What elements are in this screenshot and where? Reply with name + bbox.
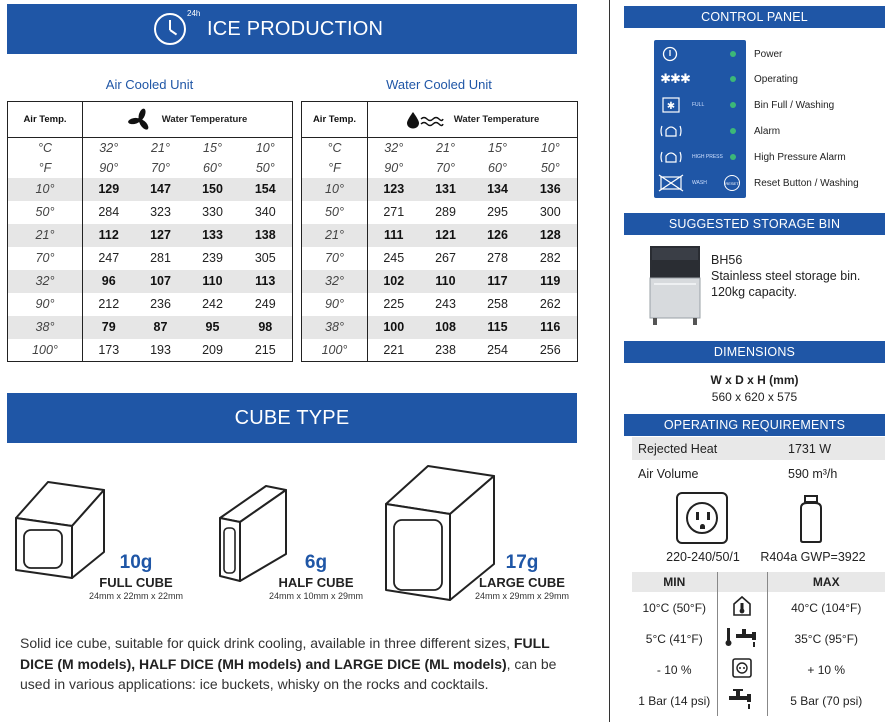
production-cell: 129 xyxy=(83,178,135,201)
production-cell: 108 xyxy=(420,316,472,339)
dimensions-title: DIMENSIONS xyxy=(713,345,796,359)
production-cell: 117 xyxy=(472,270,524,293)
fahrenheit-unit: °F xyxy=(8,158,83,178)
air-temp-label: 38° xyxy=(8,316,83,339)
high-pressure-icon xyxy=(654,147,692,167)
cube-dimensions: 24mm x 10mm x 29mm xyxy=(268,591,364,601)
cp-row-bin-full xyxy=(654,95,885,115)
op-key: Rejected Heat xyxy=(638,441,718,456)
production-cell: 249 xyxy=(254,297,276,311)
cube-description xyxy=(20,633,580,695)
storage-bin-image xyxy=(648,244,702,326)
production-cell: 256 xyxy=(539,342,561,357)
celsius-unit: °C xyxy=(302,138,368,158)
water-temp-c: 21° xyxy=(151,140,170,155)
production-cell: 215 xyxy=(254,342,276,357)
air-volume-row xyxy=(632,462,885,485)
production-cell: 278 xyxy=(487,251,508,265)
water-temp-c: 10° xyxy=(540,140,560,155)
water-temp-header: Water Temperature xyxy=(161,114,248,125)
alarm-icon xyxy=(654,121,692,141)
water-temp-f: 90° xyxy=(99,160,119,175)
production-cell: 242 xyxy=(202,297,223,311)
ice-production-title: ICE PRODUCTION xyxy=(207,18,384,40)
air-temp-label: 70° xyxy=(8,247,83,270)
production-cell: 238 xyxy=(435,342,456,357)
led-indicator xyxy=(730,51,736,57)
production-cell: 113 xyxy=(239,270,293,293)
bin-full-icon xyxy=(654,95,692,115)
water-temp-icon xyxy=(724,625,760,649)
column-divider xyxy=(609,0,610,722)
led-indicator xyxy=(730,102,736,108)
production-cell: 136 xyxy=(524,178,578,201)
limit-max: + 10 % xyxy=(807,662,846,677)
description-bold: FULL DICE (M models), HALF DICE (MH models) and LARGE DICE (ML models) xyxy=(20,635,550,672)
air-temp-label: 70° xyxy=(302,247,368,270)
refrigerant-tank-icon xyxy=(795,494,827,544)
limit-min: 1 Bar (14 psi) xyxy=(638,693,711,708)
water-temp-header: Water Temperature xyxy=(453,114,540,125)
production-cell: 282 xyxy=(539,251,561,265)
production-cell: 102 xyxy=(368,270,420,293)
cp-small-label: WASH xyxy=(692,180,707,186)
dimensions-value: 560 x 620 x 575 xyxy=(711,390,798,404)
production-cell: 116 xyxy=(524,316,578,339)
cp-label: High Pressure Alarm xyxy=(754,151,846,163)
cp-label: Operating xyxy=(754,73,798,85)
description-text: Solid ice cube, suitable for quick drink cooling, available in three different sizes, xyxy=(20,635,514,651)
production-cell: 133 xyxy=(187,224,239,247)
max-header: MAX xyxy=(767,572,885,592)
production-cell: 254 xyxy=(487,342,508,357)
water-pressure-icon xyxy=(727,687,757,711)
air-temp-header: Air Temp. xyxy=(8,102,83,138)
cp-label: Reset Button / Washing xyxy=(754,177,859,189)
production-cell: 173 xyxy=(98,342,120,357)
production-cell: 295 xyxy=(487,205,508,219)
production-cell: 123 xyxy=(368,178,420,201)
production-cell: 236 xyxy=(150,297,171,311)
production-cell: 281 xyxy=(150,251,171,265)
production-cell: 300 xyxy=(539,205,561,219)
production-cell: 100 xyxy=(368,316,420,339)
water-temp-f: 70° xyxy=(151,160,170,175)
water-temp-c: 21° xyxy=(436,140,455,155)
air-temp-label: 100° xyxy=(302,339,368,362)
control-panel-header xyxy=(624,6,885,28)
air-temp-label: 38° xyxy=(302,316,368,339)
production-cell: 239 xyxy=(202,251,223,265)
production-cell: 127 xyxy=(135,224,187,247)
production-cell: 330 xyxy=(202,205,223,219)
air-temp-label: 32° xyxy=(8,270,83,293)
air-temp-label: 32° xyxy=(302,270,368,293)
cp-row-high-pressure xyxy=(654,147,885,167)
led-indicator xyxy=(730,128,736,134)
rejected-heat-row xyxy=(632,437,885,460)
reset-icon xyxy=(654,173,692,193)
production-cell: 258 xyxy=(487,297,508,311)
air-temp-label: 10° xyxy=(8,178,83,201)
production-cell: 134 xyxy=(472,178,524,201)
water-temp-f: 50° xyxy=(255,160,275,175)
fan-icon xyxy=(128,108,152,132)
led-indicator xyxy=(730,76,736,82)
production-cell: 267 xyxy=(435,251,456,265)
operating-title: OPERATING REQUIREMENTS xyxy=(663,418,846,432)
ambient-temp-icon xyxy=(730,594,754,618)
cp-label: Alarm xyxy=(754,125,781,137)
water-temp-c: 15° xyxy=(488,140,507,155)
half-cube-caption xyxy=(252,552,380,601)
production-cell: 110 xyxy=(187,270,239,293)
storage-bin-line2: 120kg capacity. xyxy=(711,285,797,299)
storage-bin-line1: Stainless steel storage bin. xyxy=(711,269,861,283)
air-temp-label: 21° xyxy=(302,224,368,247)
cp-row-reset xyxy=(654,173,885,193)
production-cell: 128 xyxy=(524,224,578,247)
full-cube-caption xyxy=(72,552,200,601)
production-cell: 138 xyxy=(239,224,293,247)
production-cell: 209 xyxy=(202,342,223,357)
reset-button-label: RESET xyxy=(725,180,739,186)
production-cell: 110 xyxy=(420,270,472,293)
limit-max: 40°C (104°F) xyxy=(791,600,862,615)
operating-icon: ✱✱✱ xyxy=(660,71,690,86)
op-value: 590 m³/h xyxy=(788,466,838,481)
fahrenheit-unit: °F xyxy=(302,158,368,178)
cp-label: Bin Full / Washing xyxy=(754,99,835,111)
production-cell: 323 xyxy=(150,205,171,219)
air-temp-label: 90° xyxy=(8,293,83,316)
cp-row-alarm xyxy=(654,121,885,141)
limit-min: 10°C (50°F) xyxy=(642,600,707,615)
water-temp-f: 50° xyxy=(540,160,560,175)
production-cell: 96 xyxy=(83,270,135,293)
limit-max: 35°C (95°F) xyxy=(794,631,859,646)
cp-label: Power xyxy=(754,48,783,60)
power-outlet-icon xyxy=(676,492,728,544)
production-cell: 271 xyxy=(383,205,405,219)
dimensions-label: W x D x H (mm) xyxy=(710,373,799,387)
large-cube-caption xyxy=(458,552,586,601)
production-cell: 111 xyxy=(368,224,420,247)
cube-weight: 6g xyxy=(304,552,328,573)
water-cooled-table xyxy=(301,101,578,362)
production-cell: 119 xyxy=(524,270,578,293)
production-cell: 340 xyxy=(254,205,276,219)
air-temp-label: 90° xyxy=(302,293,368,316)
control-panel-title: CONTROL PANEL xyxy=(701,10,808,24)
production-cell: 305 xyxy=(254,251,276,265)
production-cell: 131 xyxy=(420,178,472,201)
production-cell: 115 xyxy=(472,316,524,339)
air-cooled-table xyxy=(7,101,293,362)
ice-production-header xyxy=(7,4,577,54)
production-cell: 284 xyxy=(98,205,120,219)
production-cell: 98 xyxy=(239,316,293,339)
clock-icon xyxy=(154,13,186,45)
production-cell: 247 xyxy=(98,251,120,265)
production-cell: 87 xyxy=(135,316,187,339)
air-temp-label: 50° xyxy=(302,201,368,224)
cube-dimensions: 24mm x 29mm x 29mm xyxy=(474,591,570,601)
reset-button[interactable] xyxy=(724,175,740,191)
led-indicator xyxy=(730,154,736,160)
production-cell: 225 xyxy=(383,297,405,311)
water-temp-c: 15° xyxy=(203,140,222,155)
production-cell: 107 xyxy=(135,270,187,293)
production-cell: 289 xyxy=(435,205,456,219)
production-cell: 95 xyxy=(187,316,239,339)
water-temp-c: 32° xyxy=(384,140,404,155)
air-temp-label: 21° xyxy=(8,224,83,247)
water-temp-f: 60° xyxy=(488,160,507,175)
limit-min: 5°C (41°F) xyxy=(645,631,703,646)
production-cell: 262 xyxy=(539,297,561,311)
cube-weight: 17g xyxy=(505,552,539,573)
water-temp-f: 60° xyxy=(203,160,222,175)
air-temp-header: Air Temp. xyxy=(302,102,368,138)
dimensions-header xyxy=(624,341,885,363)
svg-text:✱: ✱ xyxy=(666,101,676,112)
air-temp-label: 100° xyxy=(8,339,83,362)
cube-name: HALF CUBE xyxy=(278,575,354,590)
production-cell: 245 xyxy=(383,251,405,265)
cube-type-title: CUBE TYPE xyxy=(234,406,350,429)
water-cooled-title: Water Cooled Unit xyxy=(386,77,492,92)
production-cell: 121 xyxy=(420,224,472,247)
celsius-unit: °C xyxy=(8,138,83,158)
air-temp-label: 10° xyxy=(302,178,368,201)
production-cell: 243 xyxy=(435,297,456,311)
min-header: MIN xyxy=(632,572,717,592)
description-text: , can be used in various applications: ice buckets, whisky on the rocks and cocktails. xyxy=(20,655,557,692)
water-temp-f: 70° xyxy=(436,160,455,175)
production-cell: 147 xyxy=(135,178,187,201)
production-cell: 150 xyxy=(187,178,239,201)
production-cell: 193 xyxy=(150,342,171,357)
storage-bin-model: BH56 xyxy=(711,253,743,267)
cube-name: LARGE CUBE xyxy=(479,575,565,590)
water-drop-icon xyxy=(406,111,444,129)
cube-dimensions: 24mm x 22mm x 22mm xyxy=(88,591,184,601)
production-cell: 112 xyxy=(83,224,135,247)
air-cooled-title: Air Cooled Unit xyxy=(105,77,194,92)
storage-bin-header xyxy=(624,213,885,235)
storage-bin-details xyxy=(711,252,860,300)
production-cell: 154 xyxy=(239,178,293,201)
production-cell: 212 xyxy=(98,297,120,311)
power-icon xyxy=(654,44,692,64)
storage-bin-title: SUGGESTED STORAGE BIN xyxy=(668,217,841,231)
cp-row-power xyxy=(654,44,885,64)
operating-header xyxy=(624,414,885,436)
production-cell: 221 xyxy=(383,342,405,357)
voltage-icon xyxy=(730,656,754,680)
cube-name: FULL CUBE xyxy=(99,575,173,590)
op-value: 1731 W xyxy=(788,441,832,456)
clock-label: 24h xyxy=(187,9,201,18)
cp-row-operating xyxy=(654,69,885,89)
cube-type-header xyxy=(7,393,577,443)
cube-weight: 10g xyxy=(119,552,153,573)
limit-max: 5 Bar (70 psi) xyxy=(790,693,863,708)
operating-limits-table xyxy=(632,572,885,716)
water-temp-f: 90° xyxy=(384,160,404,175)
production-cell: 79 xyxy=(83,316,135,339)
refrigerant-value: R404a GWP=3922 xyxy=(760,550,866,564)
water-temp-c: 10° xyxy=(255,140,275,155)
power-supply-value: 220-240/50/1 xyxy=(666,550,740,564)
cp-small-label: HIGH PRESS xyxy=(692,154,723,160)
op-key: Air Volume xyxy=(638,466,699,481)
cp-small-label: FULL xyxy=(692,102,705,108)
production-cell: 126 xyxy=(472,224,524,247)
water-temp-c: 32° xyxy=(99,140,119,155)
limit-min: - 10 % xyxy=(656,662,692,677)
air-temp-label: 50° xyxy=(8,201,83,224)
